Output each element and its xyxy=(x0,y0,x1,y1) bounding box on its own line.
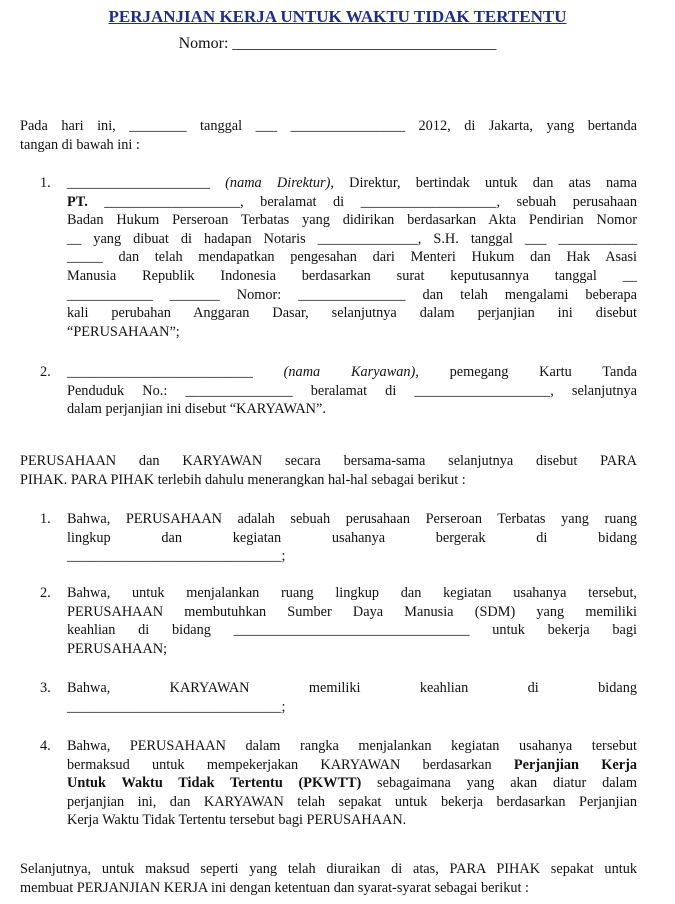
blank-field: __________________________ xyxy=(67,364,253,380)
party-text: ___________________, beralamat di ___________________, sebuah perusahaan xyxy=(87,193,637,210)
recital-line: PERUSAHAAN; xyxy=(67,640,168,657)
director-name-hint: (nama Direktur) xyxy=(225,175,331,191)
recital-number: 2. xyxy=(40,585,51,601)
party-line: dalam perjanjian ini disebut “KARYAWAN”. xyxy=(67,401,326,418)
party-line: “PERUSAHAAN”; xyxy=(67,323,180,340)
party-1-text xyxy=(67,174,637,341)
recital-line: Bahwa, untuk menjalankan ruang lingkup dan kegiatan usahanya tersebut, xyxy=(67,585,637,601)
closing-paragraph xyxy=(20,860,637,897)
recital-text-part: bermaksud untuk mempekerjakan KARYAWAN berdasarkan xyxy=(67,756,514,773)
recital-line: lingkup dan kegiatan usahanya bergerak di bidang xyxy=(67,529,637,546)
party-line: _____ dan telah mendapatkan pengesahan dari Menteri Hukum dan Hak Asasi xyxy=(67,249,637,266)
recital-text-part: sebagaimana yang akan diatur dalam xyxy=(361,775,637,792)
party-line: ____________ _______ Nomor: _______________ dan telah mengalami beberapa xyxy=(67,286,637,303)
recital-number: 4. xyxy=(40,738,51,754)
pkwtt-bold-text: Untuk Waktu Tidak Tertentu (PKWTT) xyxy=(67,775,362,792)
recital-number: 1. xyxy=(40,511,51,527)
recital-text xyxy=(67,510,637,566)
recital-number: 3. xyxy=(40,680,51,696)
party-line: Badan Hukum Perseroan Terbatas yang didirikan berdasarkan Akta Pendirian Nomor xyxy=(67,212,637,229)
recital-line: Kerja Waktu Tidak Tertentu tersebut bagi PERUSAHAAN. xyxy=(67,812,407,829)
recital-line xyxy=(67,756,637,775)
para-pihak-paragraph xyxy=(20,452,637,489)
paragraph-line: PERUSAHAAN dan KARYAWAN secara bersama-sama selanjutnya disebut PARA xyxy=(20,453,637,469)
party-2-text xyxy=(67,363,637,419)
recital-line: perjanjian ini, dan KARYAWAN telah sepakat untuk bekerja berdasarkan Perjanjian xyxy=(67,793,637,810)
party-line: __ yang dibuat di hadapan Notaris ______________, S.H. tanggal ___ ___________ xyxy=(67,230,637,247)
recital-line: keahlian di bidang _________________________________ untuk bekerja bagi xyxy=(67,622,637,639)
party-text: , Direktur, bertindak untuk dan atas nama xyxy=(330,175,637,191)
party-line xyxy=(67,193,637,212)
recital-text xyxy=(67,737,637,830)
pkwtt-bold-text: Perjanjian Kerja xyxy=(513,756,637,773)
intro-line: Pada hari ini, ________ tanggal ___ ________________ 2012, di Jakarta, yang bertanda xyxy=(20,118,637,134)
party-text: , pemegang Kartu Tanda xyxy=(415,364,637,380)
paragraph-line: PIHAK. PARA PIHAK terlebih dahulu menerangkan hal-hal sebagai berikut : xyxy=(20,471,466,488)
recital-line: ______________________________; xyxy=(67,698,286,715)
party-number: 2. xyxy=(40,364,51,380)
party-number: 1. xyxy=(40,175,51,191)
recital-text xyxy=(67,584,637,658)
intro-paragraph xyxy=(20,117,637,154)
party-line: Manusia Republik Indonesia berdasarkan surat keputusannya tanggal __ xyxy=(67,267,637,284)
intro-line: tangan di bawah ini : xyxy=(20,136,140,153)
pt-label: PT. xyxy=(67,193,88,210)
party-line: kali perubahan Anggaran Dasar, selanjutnya dalam perjanjian ini disebut xyxy=(67,305,637,322)
paragraph-line: Selanjutnya, untuk maksud seperti yang telah diuraikan di atas, PARA PIHAK sepakat untuk xyxy=(20,861,637,877)
employee-name-hint: (nama Karyawan) xyxy=(283,364,416,380)
party-line xyxy=(67,363,637,382)
paragraph-line: membuat PERJANJIAN KERJA ini dengan ketentuan dan syarat-syarat sebagai berikut : xyxy=(20,879,530,896)
recital-text xyxy=(67,679,637,716)
recital-line: Bahwa, PERUSAHAAN dalam rangka menjalankan kegiatan usahanya tersebut xyxy=(67,738,637,754)
party-line: Penduduk No.: _______________ beralamat di ___________________, selanjutnya xyxy=(67,382,637,399)
recital-line xyxy=(67,774,637,793)
party-line xyxy=(67,174,637,193)
recital-line: ______________________________; xyxy=(67,548,286,565)
blank-field: ____________________ xyxy=(67,175,210,191)
recital-line: Bahwa, PERUSAHAAN adalah sebuah perusahaan Perseroan Terbatas yang ruang xyxy=(67,511,637,527)
recital-line: Bahwa, KARYAWAN memiliki keahlian di bidang xyxy=(67,680,637,696)
document-number-line: Nomor: _________________________________ xyxy=(178,35,497,52)
recital-line: PERUSAHAAN membutuhkan Sumber Daya Manusia (SDM) yang memiliki xyxy=(67,603,637,620)
document-title: PERJANJIAN KERJA UNTUK WAKTU TIDAK TERTENTU xyxy=(108,7,567,26)
